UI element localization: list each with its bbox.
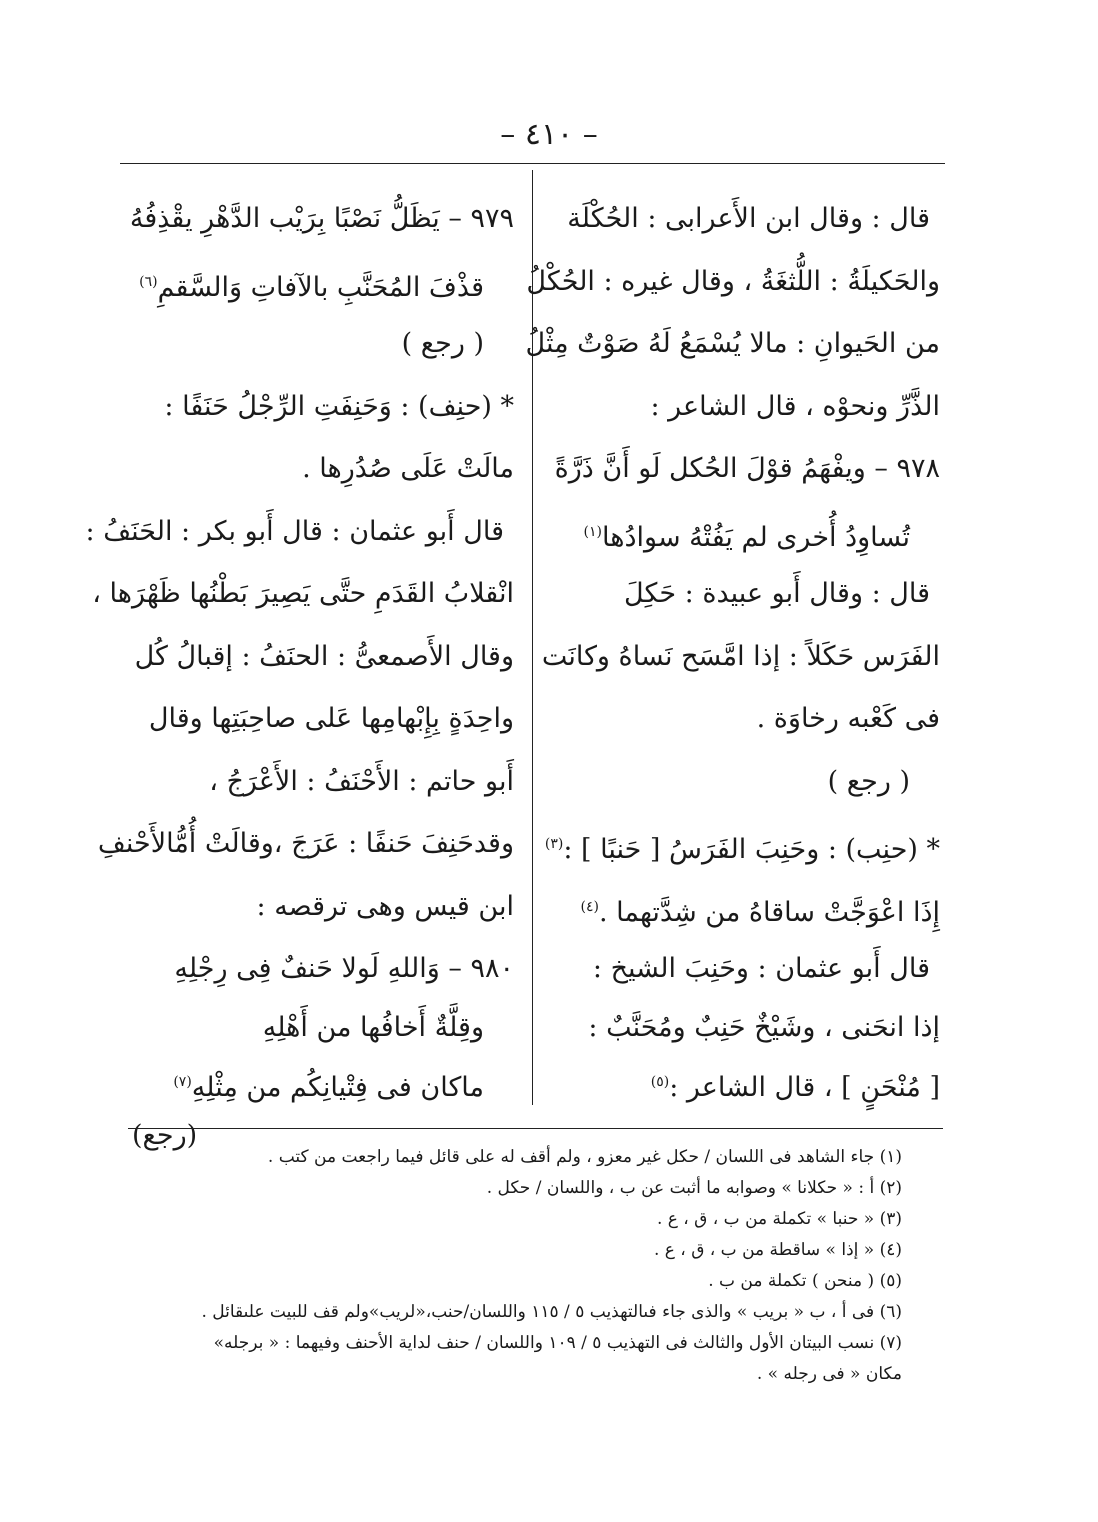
text-line: من الحَيوانِ : مالا يُسْمَعُ لَهُ صَوْتٌ مِثْلُ — [525, 328, 940, 359]
verse-line: وقِلَّةٌ أَخافُها من أَهْلِهِ — [262, 1011, 484, 1043]
text-line: قال : وقال ابن الأَعرابى : الحُكْلَة — [567, 203, 930, 234]
section-marker: (رجع) — [132, 1119, 198, 1151]
footnote-continuation: مكان « فى رجله » . — [756, 1364, 902, 1384]
text-line: ابن قيس وهى ترقصه : — [256, 890, 514, 922]
page-number: – ٤١٠ – — [500, 117, 598, 152]
text-line: وقدحَنِفَ حَنفًا : عَرَجَ ،وقالَتْ أُمُّالأَحْنفِ — [97, 828, 514, 859]
footnote: (٧) نسب البيتان الأول والثالث فى التهذيب ٥ / ١٠٩ واللسان / حنف لداية الأحنف وفيهما : « برجله» — [213, 1333, 902, 1353]
text-line: قال أَبو عثمان : قال أَبو بكر : الحَنَفُ : — [85, 515, 504, 547]
text-line: واحِدَةٍ بِإِبْهامِها عَلى صاحِبَتِها وقال — [148, 703, 514, 734]
footnote-mark: (٥) — [650, 1073, 670, 1090]
footnote-mark: (١) — [583, 523, 602, 540]
text-line: قال : وقال أَبو عبيدة : حَكِلَ — [624, 578, 930, 609]
verse-line: قذْفَ المُحَنَّبِ بالآفاتِ وَالسَّقمِ$^{(٦)}$ — [139, 271, 484, 303]
verse-line: ٩٧٩ – يَظَلُّ نَصْبًا بِرَيْب الدَّهْرِ يقْذِفُهُ — [129, 203, 514, 234]
entry-heading: * (حنِف) : وَحَنِفَتِ الرِّجْلُ حَنَفًا : — [164, 390, 514, 422]
text-line: فى كَعْبه رخاوَة . — [756, 703, 940, 734]
text-line: وقال الأَصمعىُّ : الحنَفُ : إقبالُ كُل — [134, 640, 514, 672]
footnote: (١) جاء الشاهد فى اللسان / حكل غير معزو ، ولم أقف له على قائل فيما راجعت من كتب . — [267, 1147, 902, 1167]
left-column — [85, 188, 514, 1163]
footnote-mark: (٧) — [173, 1073, 192, 1090]
header-rule — [120, 163, 945, 164]
footnote: (٦) فى أ ، ب « بريب » والذى جاء فىالتهذيب ٥ / ١١٥ واللسان/حنب،«لريب»ولم قف للبيت علىقائل . — [201, 1302, 902, 1322]
footnotes — [120, 1142, 902, 1390]
entry-heading: * (حنِب) : وحَنِبَ الفَرَسُ [ حَنبًا ] :$^{(٣)}$ — [544, 834, 940, 865]
verse-line: تُساوِدُ أُخرى لم يَفُتْهُ سوادُها$^{(١)}$ — [583, 521, 910, 553]
text-line: الذَّرِّ ونحوْه ، قال الشاعر : — [650, 390, 940, 422]
section-marker: ( رجع ) — [827, 765, 910, 797]
text-line: [ مُنْحَنٍ ] ، قال الشاعر :$^{(٥)}$ — [650, 1071, 940, 1103]
footnote-rule — [128, 1128, 943, 1129]
footnote-mark: (٣) — [544, 836, 564, 852]
text-line: مالَتْ عَلَى صُدُرِها . — [302, 453, 514, 484]
verse-line: ماكان فى فِتْيانِكُم من مِثْلِهِ$^{(٧)}$ — [173, 1071, 484, 1103]
right-column — [525, 188, 940, 1109]
footnote-mark: (٦) — [139, 273, 158, 290]
text-line: والحَكيلَةُ : اللُّثغَةُ ، وقال غيره : الحُكْلُ — [526, 265, 940, 297]
text-line: أَبو حاتم : الأَحْنَفُ : الأَعْرَجُ ، — [209, 765, 514, 797]
text-line: إذا انحَنى ، وشَيْخٌ حَنِبٌ ومُحَنَّبٌ : — [588, 1011, 940, 1043]
verse-line: ٩٧٨ – ويفْهَمُ قوْلَ الحُكل لَو أَنَّ ذَرَّةً — [554, 453, 940, 484]
footnote: (٣) « حنبا » تكملة من ب ، ق ، ع . — [656, 1209, 902, 1229]
text-line: قال أَبو عثمان : وحَنِبَ الشيخ : — [592, 953, 930, 984]
text-line: إِذَا اعْوَجَّتْ ساقاهُ من شِدَّتهما .$^{(٤)}$ — [580, 896, 940, 928]
footnote: (٥) ( منحن ) تكملة من ب . — [708, 1271, 902, 1291]
verse-line: ٩٨٠ – وَاللهِ لَولا حَنفٌ فِى رِجْلِهِ — [174, 953, 514, 984]
text-line: انْقلابُ القَدَمِ حتَّى يَصِيرَ بَطْنُها ظَهْرَها ، — [92, 578, 514, 609]
footnote: (٤) « إذا » ساقطة من ب ، ق ، ع . — [653, 1240, 902, 1260]
footnote-mark: (٤) — [580, 898, 599, 915]
text-line: الفَرَس حَكَلاً : إذا امَّسَح نَساهُ وكانَت — [541, 640, 940, 672]
footnote: (٢) أ : « حكلانا » وصوابه ما أثبت عن ب ، واللسان / حكل . — [486, 1178, 902, 1198]
section-marker: ( رجع ) — [401, 328, 484, 359]
